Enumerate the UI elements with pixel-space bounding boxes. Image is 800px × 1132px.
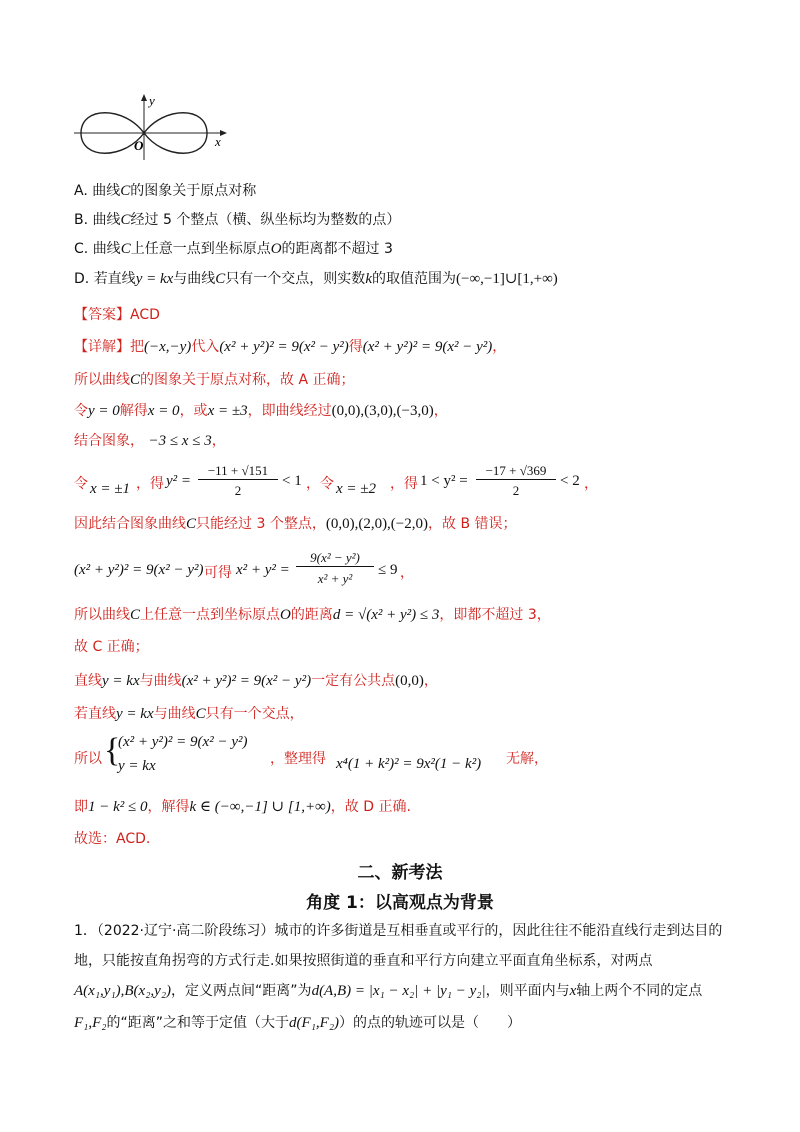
problem-line-3: A(x₁,y₁),B(x₂,y₂)，定义两点间“距离”为d(A,B) = |x₁ − x₂| + |y₁ − y₂|，则平面内与x轴上两个不同的定点	[74, 983, 703, 999]
explanation-line-3: 令y = 0解得x = 0，或x = ±3，即曲线经过(0,0),(3,0),(−3,0)，	[74, 403, 448, 419]
explanation-line-4: 结合图象， −3 ≤ x ≤ 3，	[74, 433, 226, 449]
section-subtitle: 角度 1：以高观点为背景	[306, 893, 494, 913]
system-brace: {	[104, 732, 121, 769]
explanation-line-1: 【详解】把(−x,−y)代入(x² + y²)² = 9(x² − y²)得(x² + y²)² = 9(x² − y²)，	[74, 339, 507, 355]
explanation-line-11: 若直线y = kx与曲线C只有一个交点，	[74, 706, 304, 722]
origin-label: O	[134, 138, 144, 153]
problem-line-2: 地，只能按直角拐弯的方式行走.如果按照街道的垂直和平行方向建立平面直角坐标系，对两点	[74, 953, 653, 969]
problem-line-4: F₁,F₂的“距离”之和等于定值（大于d(F₁,F₂)）的点的轨迹可以是（ ）	[74, 1015, 522, 1031]
problem-line-1: 1．（2022·辽宁·高二阶段练习）城市的许多街道是互相垂直或平行的，因此往往不能沿直线行走到达目的	[74, 923, 723, 939]
answer: 【答案】ACD	[74, 307, 160, 323]
explanation-line-8: 所以曲线C上任意一点到坐标原点O的距离d = √(x² + y²) ≤ 3，即都不超过 3，	[74, 607, 551, 623]
x-axis-arrow	[220, 130, 227, 136]
option-a: A. 曲线C的图象关于原点对称	[74, 183, 257, 199]
lemniscate-figure	[72, 92, 232, 162]
explanation-line-9: 故 C 正确；	[74, 639, 149, 655]
explanation-line-13: 即1 − k² ≤ 0，解得k ∈ (−∞,−1] ∪ [1,+∞)，故 D 正确.	[74, 799, 411, 815]
option-d: D. 若直线y = kx与曲线C只有一个交点，则实数k的取值范围为(−∞,−1]∪[1,+∞)	[74, 271, 558, 287]
explanation-line-14: 故选：ACD.	[74, 831, 151, 847]
explanation-line-6: 因此结合图象曲线C只能经过 3 个整点，(0,0),(2,0),(−2,0)，故 B 错误；	[74, 516, 517, 532]
y-axis-label: y	[149, 93, 155, 108]
x-axis-label: x	[215, 134, 221, 149]
option-c: C. 曲线C上任意一点到坐标原点O的距离都不超过 3	[74, 241, 393, 257]
explanation-line-2: 所以曲线C的图象关于原点对称，故 A 正确；	[74, 372, 355, 388]
section-title: 二、新考法	[357, 863, 443, 883]
y-axis-arrow	[141, 94, 147, 101]
explanation-line-10: 直线y = kx与曲线(x² + y²)² = 9(x² − y²)一定有公共点(0,0)，	[74, 673, 438, 689]
option-b: B. 曲线C经过 5 个整点（横、纵坐标均为整数的点）	[74, 212, 401, 228]
